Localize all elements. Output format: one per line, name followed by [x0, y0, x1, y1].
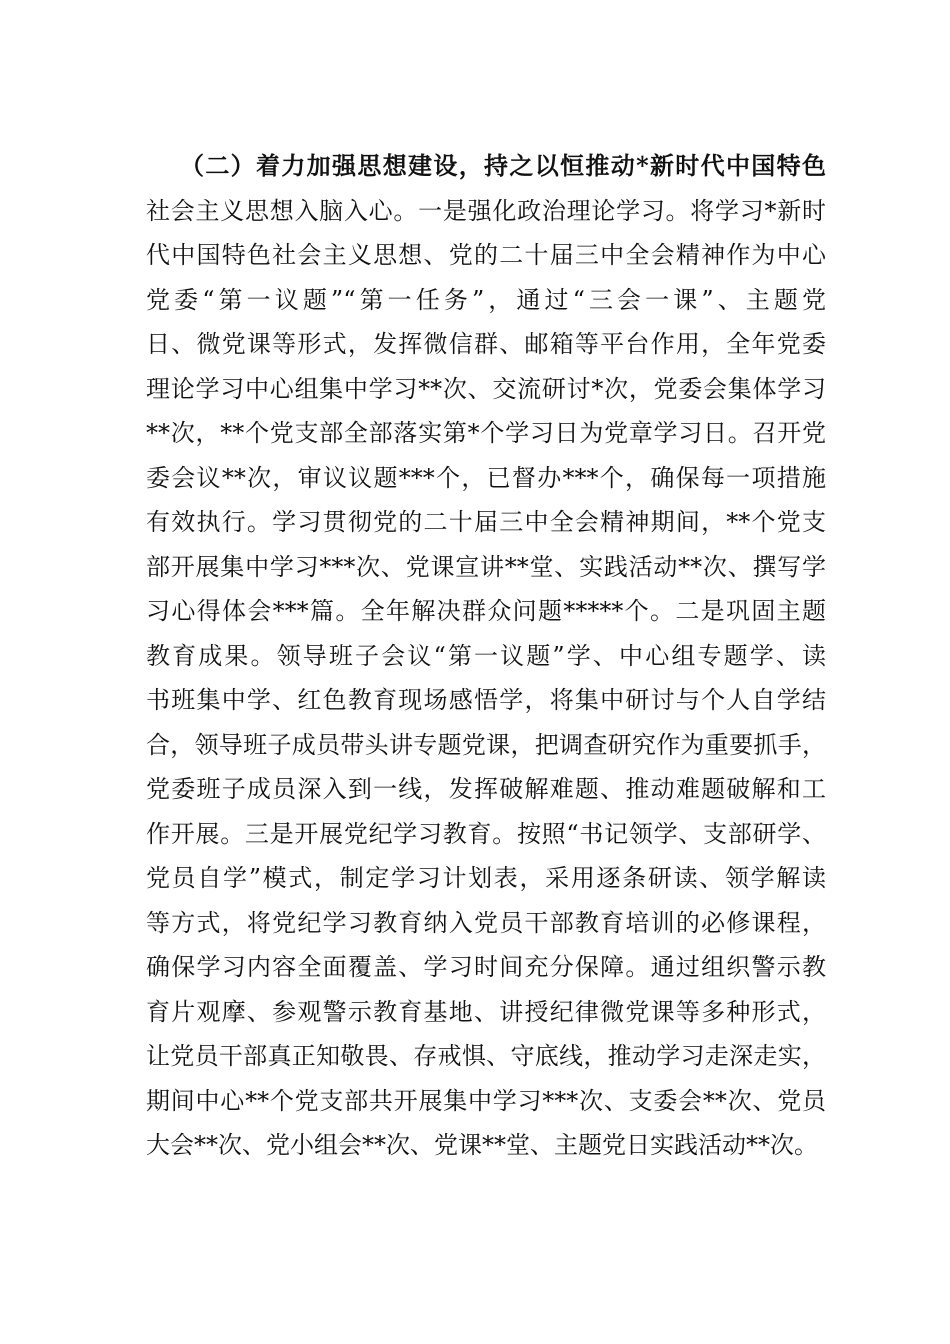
paragraph-line: 合，领导班子成员带头讲专题党课，把调查研究作为重要抓手，: [146, 730, 826, 759]
paragraph-line: 党委“第一议题”“第一任务”，通过“三会一课”、主题党: [146, 285, 826, 314]
paragraph-line: 委会议**次，审议议题***个，已督办***个，确保每一项措施: [146, 463, 826, 492]
paragraph-line: 代中国特色社会主义思想、党的二十届三中全会精神作为中心: [146, 241, 826, 269]
paragraph-line: 教育成果。领导班子会议“第一议题”学、中心组专题学、读: [146, 641, 826, 670]
section-paragraph: [146, 144, 826, 1168]
paragraph-line: 作开展。三是开展党纪学习教育。按照“书记领学、支部研学、: [146, 819, 826, 848]
paragraph-line: 社会主义思想入脑入心。一是强化政治理论学习。将学习*新时: [146, 196, 826, 225]
paragraph-line: 习心得体会***篇。全年解决群众问题*****个。二是巩固主题: [146, 597, 826, 625]
paragraph-line: 确保学习内容全面覆盖、学习时间充分保障。通过组织警示教: [146, 953, 826, 981]
paragraph-line: 育片观摩、参观警示教育基地、讲授纪律微党课等多种形式，: [146, 997, 826, 1026]
paragraph-line: 党委班子成员深入到一线，发挥破解难题、推动难题破解和工: [146, 775, 826, 803]
paragraph-line: **次，**个党支部全部落实第*个学习日为党章学习日。召开党: [146, 419, 826, 447]
paragraph-line: 部开展集中学习***次、党课宣讲**堂、实践活动**次、撰写学: [146, 552, 826, 581]
paragraph-line: 理论学习中心组集中学习**次、交流研讨*次，党委会集体学习: [146, 374, 826, 403]
paragraph-line: 党员自学”模式，制定学习计划表，采用逐条研读、领学解读: [146, 864, 826, 892]
paragraph-last-line: 大会**次、党小组会**次、党课**堂、主题党日实践活动**次。: [146, 1131, 818, 1159]
section-heading-line: （二）着力加强思想建设，持之以恒推动*新时代中国特色: [180, 151, 826, 180]
paragraph-line: 有效执行。学习贯彻党的二十届三中全会精神期间，**个党支: [146, 508, 826, 536]
paragraph-line: 让党员干部真正知敬畏、存戒惧、守底线，推动学习走深走实，: [146, 1042, 826, 1070]
paragraph-line: 期间中心**个党支部共开展集中学习***次、支委会**次、党员: [146, 1086, 826, 1115]
paragraph-line: 书班集中学、红色教育现场感悟学，将集中研讨与个人自学结: [146, 686, 826, 714]
paragraph-line: 等方式，将党纪学习教育纳入党员干部教育培训的必修课程，: [146, 908, 826, 937]
paragraph-line: 日、微党课等形式，发挥微信群、邮箱等平台作用，全年党委: [146, 330, 826, 358]
